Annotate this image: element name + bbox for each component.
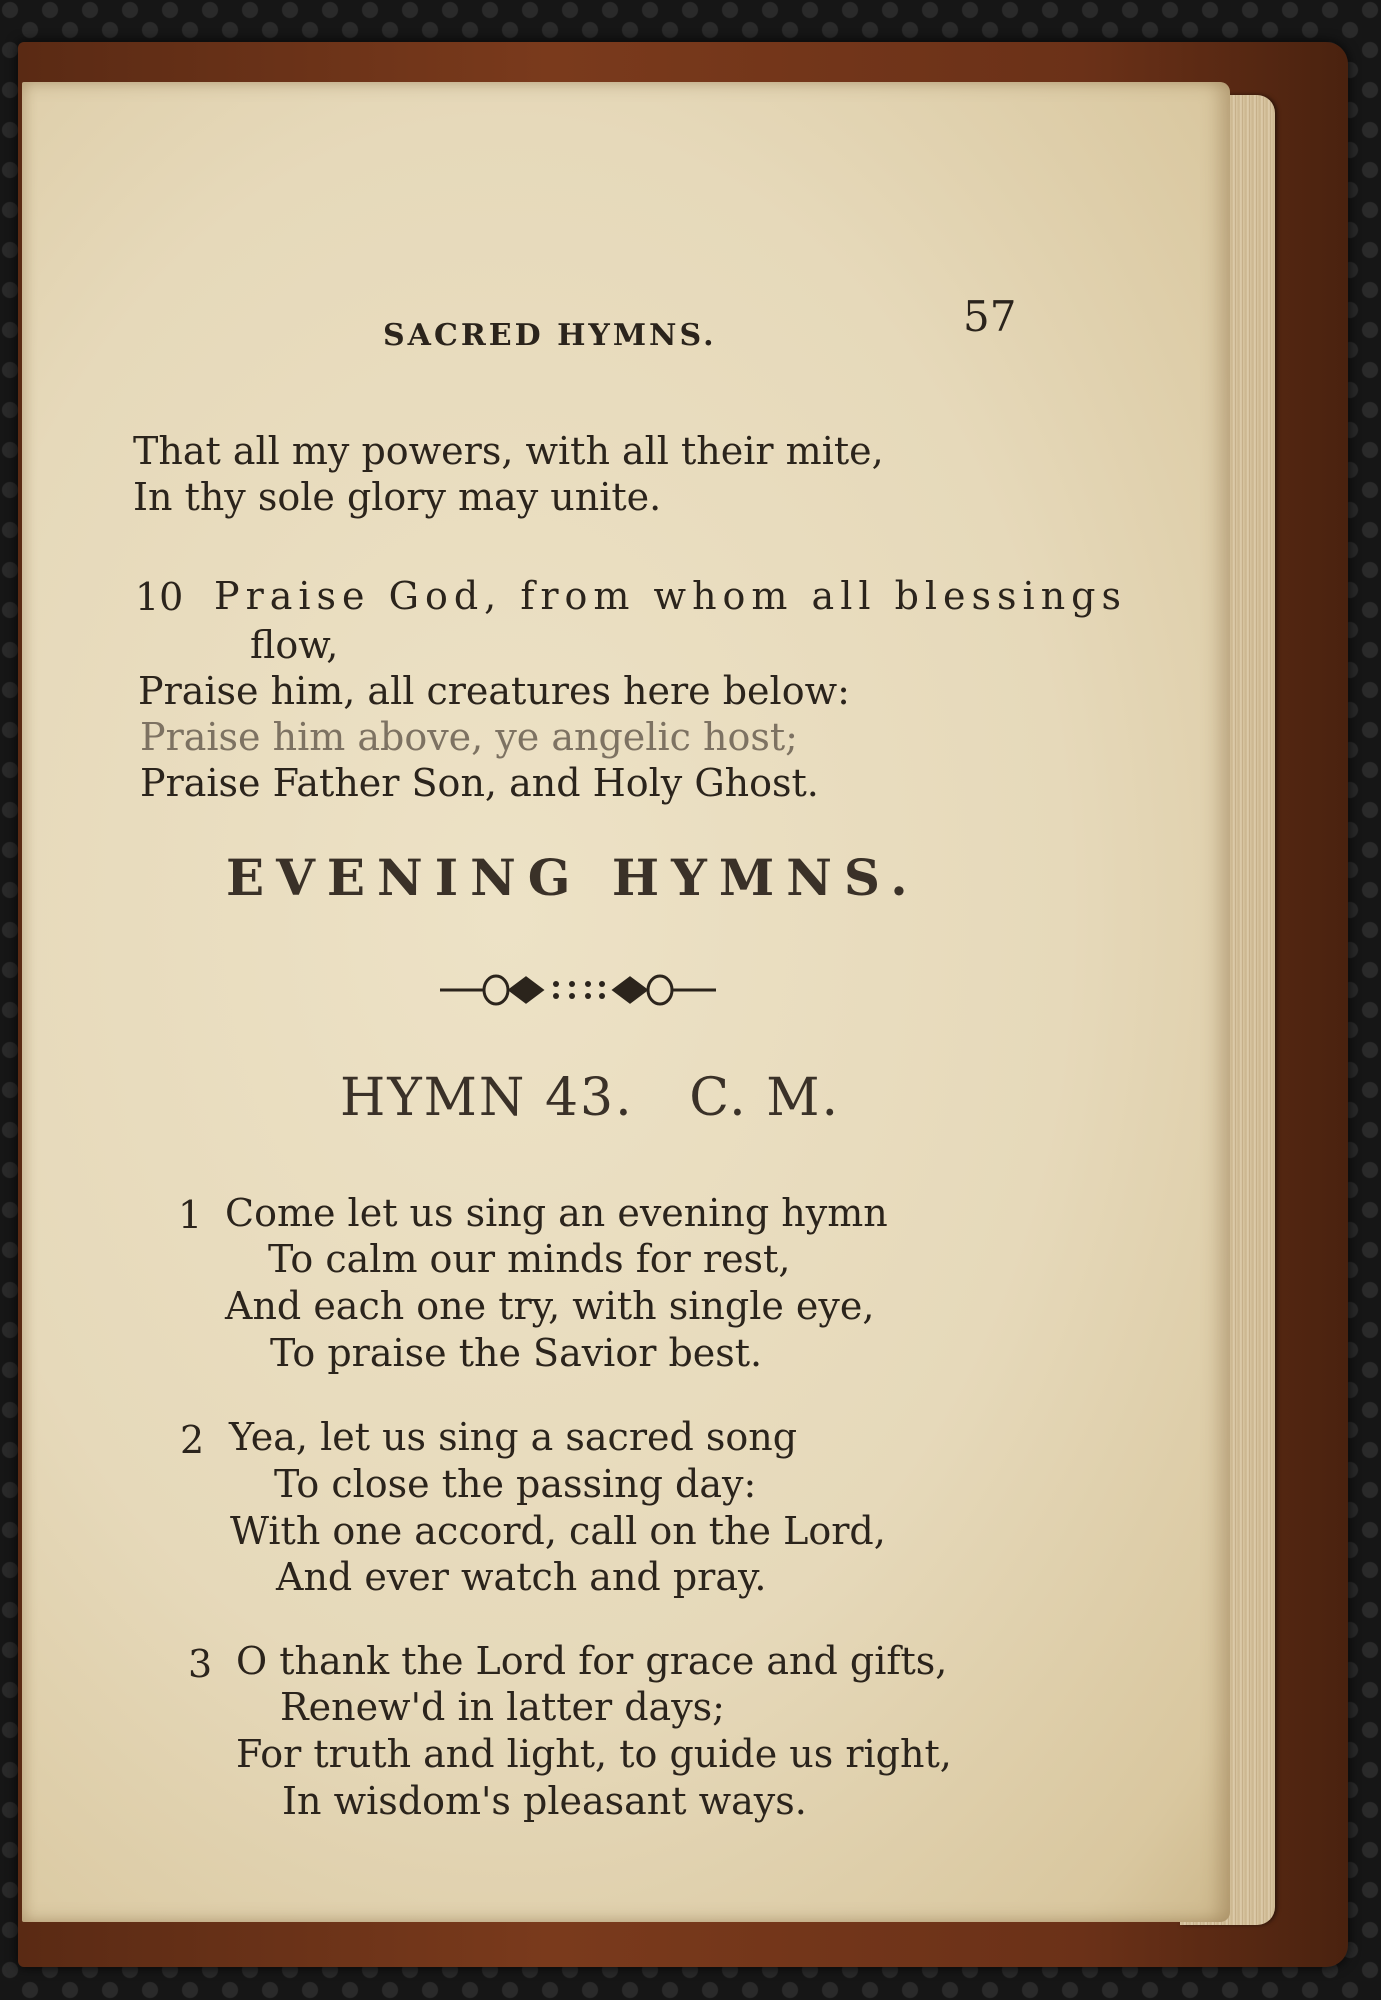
verse-line: In thy sole glory may unite.: [133, 475, 662, 519]
stanza-number: 10: [135, 575, 184, 619]
verse-line: For truth and light, to guide us right,: [236, 1732, 952, 1776]
verse-line: That all my powers, with all their mite,: [133, 429, 884, 473]
section-heading: EVENING HYMNS.: [226, 848, 920, 907]
verse-line: To praise the Savior best.: [270, 1331, 763, 1375]
verse-line: With one accord, call on the Lord,: [230, 1509, 886, 1553]
verse-line: Come let us sing an evening hymn: [225, 1191, 888, 1235]
verse-line: Praise him above, ye angelic host;: [140, 715, 798, 759]
verse-line: Praise God, from whom all blessings: [214, 574, 1127, 618]
scroll-ornament-icon: [438, 965, 718, 1015]
verse-line: And each one try, with single eye,: [225, 1284, 875, 1328]
verse-line: In wisdom's pleasant ways.: [282, 1779, 807, 1823]
verse-line: Praise Father Son, and Holy Ghost.: [140, 761, 819, 805]
verse-line: O thank the Lord for grace and gifts,: [236, 1639, 948, 1683]
verse-line: Renew'd in latter days;: [280, 1685, 725, 1729]
verse-line: Yea, let us sing a sacred song: [229, 1415, 798, 1459]
verse-line: And ever watch and pray.: [276, 1555, 767, 1599]
hymn-title: HYMN 43. C. M.: [340, 1068, 840, 1128]
verse-line: Praise him, all creatures here below:: [138, 669, 850, 713]
verse-line: flow,: [250, 623, 339, 667]
verse-line: To calm our minds for rest,: [268, 1237, 791, 1281]
running-head: SACRED HYMNS.: [383, 318, 717, 353]
stanza-number: 1: [178, 1193, 203, 1237]
stanza-number: 2: [180, 1418, 205, 1462]
verse-line: To close the passing day:: [274, 1462, 757, 1506]
stanza-number: 3: [188, 1642, 213, 1686]
page-number: 57: [963, 292, 1017, 341]
